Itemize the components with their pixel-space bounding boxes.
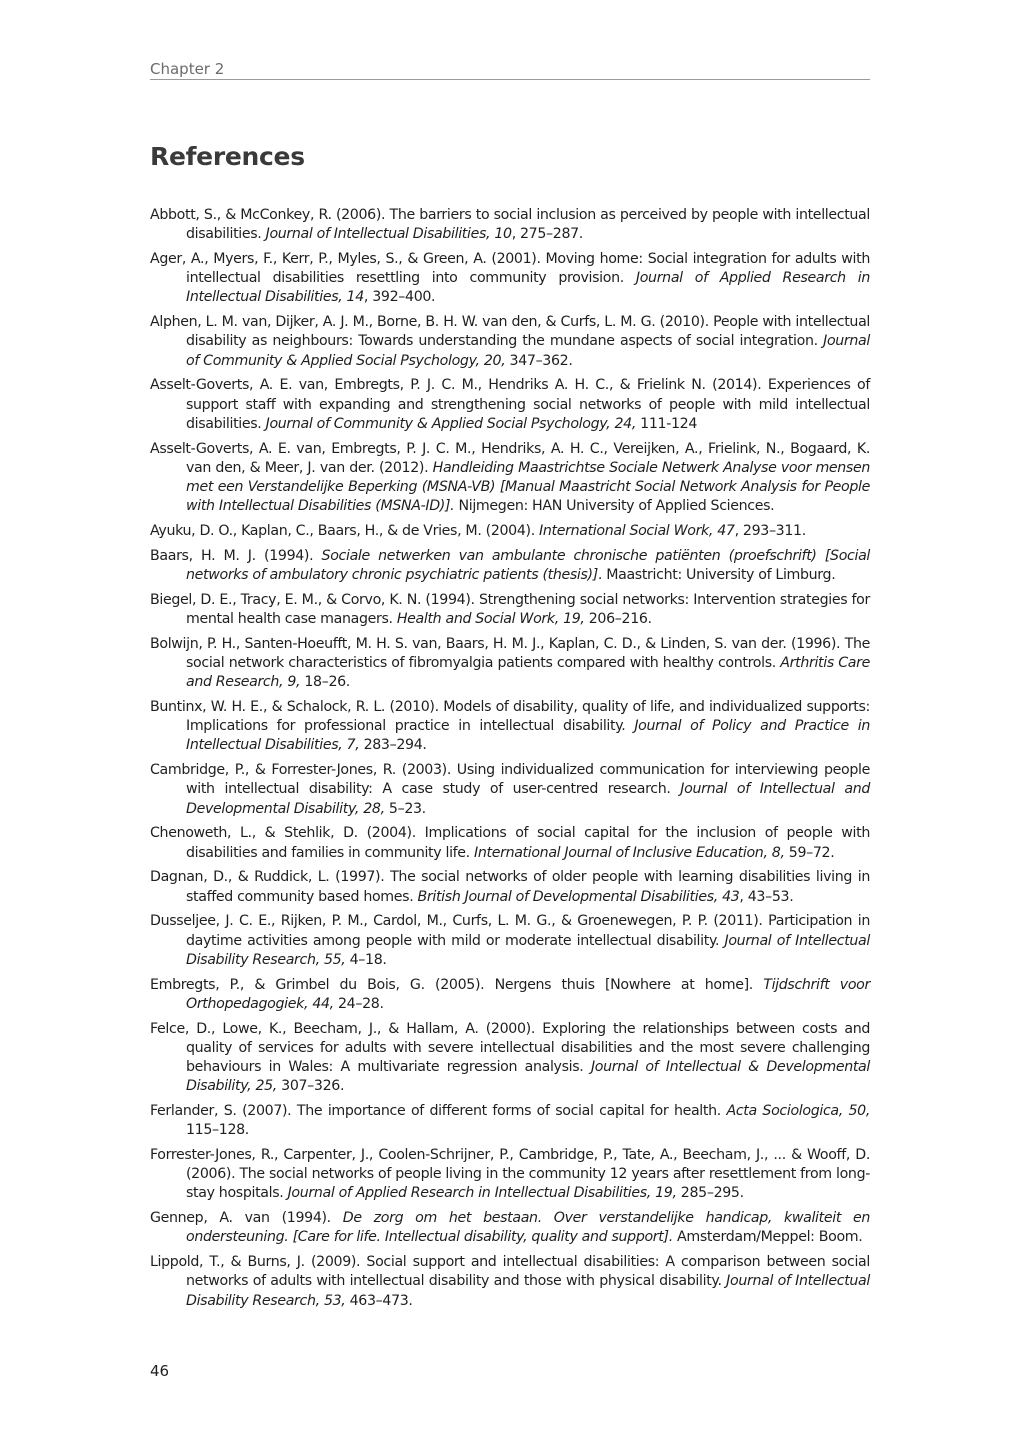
reference-entry: Baars, H. M. J. (1994). Sociale netwerken van ambulante chronische patiënten (proefschrift) [Social networks of ambulatory chronic psychiatric patients (thesis)]. Maastricht: University of Limburg.: [150, 547, 870, 584]
reference-entry: Alphen, L. M. van, Dijker, A. J. M., Borne, B. H. W. van den, & Curfs, L. M. G. (2010). People with intellectual disability as neighbours: Towards understanding the mundane aspects of social integration. Journal of Community & Applied Social Psychology, 20, 347–362.: [150, 314, 870, 369]
reference-entry: Ayuku, D. O., Kaplan, C., Baars, H., & de Vries, M. (2004). International Social Work, 47, 293–311.: [150, 523, 806, 540]
chapter-label: Chapter 2: [150, 60, 225, 78]
reference-entry: Buntinx, W. H. E., & Schalock, R. L. (2010). Models of disability, quality of life, and individualized supports: Implications for professional practice in intellectual disability. Journal of Policy and Practice in Intellectual Disabilities, 7, 283–294.: [150, 699, 870, 754]
reference-entry: Gennep, A. van (1994). De zorg om het bestaan. Over verstandelijke handicap, kwaliteit en ondersteuning. [Care for life. Intellectual disability, quality and support]. Amsterdam/Meppel: Boom.: [150, 1210, 870, 1246]
reference-entry: Bolwijn, P. H., Santen-Hoeufft, M. H. S. van, Baars, H. M. J., Kaplan, C. D., & Linden, S. van der. (1996). The social network characteristics of fibromyalgia patients compared with healthy controls. Arthritis Care and Research, 9, 18–26.: [150, 635, 871, 691]
reference-entry: Forrester-Jones, R., Carpenter, J., Coolen-Schrijner, P., Cambridge, P., Tate, A., Beecham, J., ... & Wooff, D. (2006). The social networks of people living in the community 12 years after resettlement from long-stay hospitals. Journal of Applied Research in Intellectual Disabilities, 19, 285–295.: [150, 1147, 870, 1202]
reference-entry: Felce, D., Lowe, K., Beecham, J., & Hallam, A. (2000). Exploring the relationships between costs and quality of services for adults with severe intellectual disabilities and the most severe challenging behaviours in Wales: A multivariate regression analysis. Journal of Intellectual & Developmental Disability, 25, 307–326.: [150, 1020, 870, 1095]
reference-entry: Dusseljee, J. C. E., Rijken, P. M., Cardol, M., Curfs, L. M. G., & Groenewegen, P. P. (2011). Participation in daytime activities among people with mild or moderate intellectual disability. Journal of Intellectual Disability Research, 55, 4–18.: [150, 913, 870, 968]
reference-entry: Ferlander, S. (2007). The importance of different forms of social capital for health. Acta Sociologica, 50, 115–128.: [150, 1103, 870, 1139]
reference-entry: Biegel, D. E., Tracy, E. M., & Corvo, K. N. (1994). Strengthening social networks: Intervention strategies for mental health case managers. Health and Social Work, 19, 206–216.: [150, 591, 870, 628]
section-title: References: [150, 142, 305, 171]
reference-list: [150, 206, 870, 1316]
reference-entry: Lippold, T., & Burns, J. (2009). Social support and intellectual disabilities: A comparison between social networks of adults with intellectual disability and those with physical disability. Journal of Intellectual Disability Research, 53, 463–473.: [150, 1254, 870, 1309]
reference-entry: Dagnan, D., & Ruddick, L. (1997). The social networks of older people with learning disabilities living in staffed community based homes. British Journal of Developmental Disabilities, 43, 43–53.: [150, 869, 870, 905]
reference-entry: Cambridge, P., & Forrester-Jones, R. (2003). Using individualized communication for interviewing people with intellectual disability: A case study of user-centred research. Journal of Intellectual and Developmental Disability, 28, 5–23.: [150, 762, 870, 817]
reference-entry: Asselt-Goverts, A. E. van, Embregts, P. J. C. M., Hendriks A. H. C., & Frielink N. (2014). Experiences of support staff with expanding and strengthening social networks of people with mild intellectual disabilities. Journal of Community & Applied Social Psychology, 24, 111-124: [150, 377, 870, 432]
reference-entry: Chenoweth, L., & Stehlik, D. (2004). Implications of social capital for the inclusion of people with disabilities and families in community life. International Journal of Inclusive Education, 8, 59–72.: [150, 825, 870, 861]
running-header: [150, 60, 870, 80]
reference-entry: Embregts, P., & Grimbel du Bois, G. (2005). Nergens thuis [Nowhere at home]. Tijdschrift voor Orthopedagogiek, 44, 24–28.: [150, 976, 870, 1012]
reference-entry: Abbott, S., & McConkey, R. (2006). The barriers to social inclusion as perceived by people with intellectual disabilities. Journal of Intellectual Disabilities, 10, 275–287.: [150, 207, 870, 243]
reference-entry: Ager, A., Myers, F., Kerr, P., Myles, S., & Green, A. (2001). Moving home: Social integration for adults with intellectual disabilities resettling into community provision. Journal of Applied Research in Intellectual Disabilities, 14, 392–400.: [150, 251, 871, 306]
page-number: 46: [150, 1362, 170, 1380]
reference-entry: Asselt-Goverts, A. E. van, Embregts, P. J. C. M., Hendriks, A. H. C., Vereijken, A., Frielink, N., Bogaard, K. van den, & Meer, J. van der. (2012). Handleiding Maastrichtse Sociale Netwerk Analyse voor mensen met een Verstandelijke Beperking (MSNA-VB) [Manual Maastricht Social Network Analysis for People with Intellectual Disabilities (MSNA-ID)]. Nijmegen: HAN University of Applied Sciences.: [150, 440, 870, 515]
